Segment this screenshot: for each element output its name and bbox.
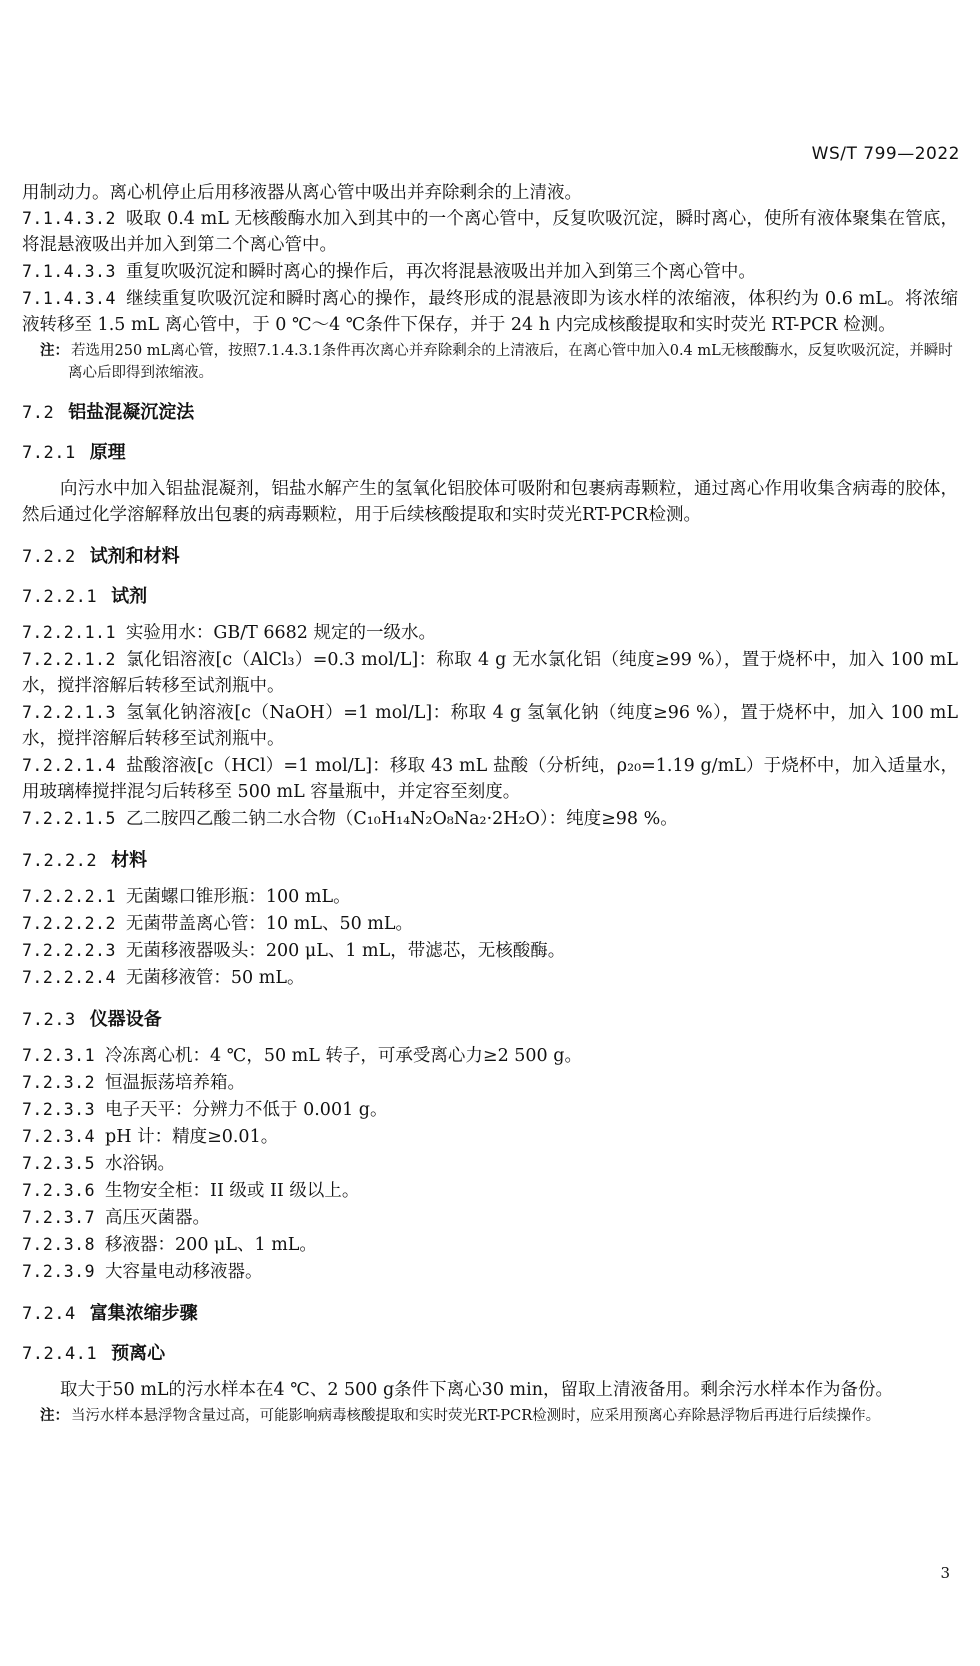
note <box>22 1405 958 1427</box>
clause-text: 恒温振荡培养箱。 <box>105 1073 246 1093</box>
clause <box>22 1232 958 1258</box>
clause-number: 7.2.3.7 <box>22 1208 96 1227</box>
section-number: 7.2.4.1 <box>22 1344 98 1364</box>
note-text: 当污水样本悬浮物含量过高，可能影响病毒核酸提取和实时荧光RT-PCR检测时，应采用预离心弃除悬浮物后再进行后续操作。 <box>71 1408 881 1424</box>
clause <box>22 700 958 752</box>
clause <box>22 911 958 937</box>
section-heading <box>22 1005 958 1031</box>
clause-text: 氯化铝溶液[c（AlCl₃）=0.3 mol/L]：称取 4 g 无水氯化铝（纯度≥99 %），置于烧杯中，加入 100 mL 水，搅拌溶解后转移至试剂瓶中。 <box>22 650 958 696</box>
section-title: 预离心 <box>111 1343 166 1364</box>
clause-text: 实验用水：GB/T 6682 规定的一级水。 <box>125 623 436 643</box>
section-number: 7.2.4 <box>22 1304 76 1324</box>
clause-number: 7.2.2.2.3 <box>22 941 116 960</box>
clause-text: 电子天平：分辨力不低于 0.001 g。 <box>105 1100 388 1120</box>
paragraph: 向污水中加入铝盐混凝剂，铝盐水解产生的氢氧化铝胶体可吸附和包裹病毒颗粒，通过离心作用收集含病毒的胶体，然后通过化学溶解释放出包裹的病毒颗粒，用于后续核酸提取和实时荧光RT-PCR检测。 <box>22 479 958 525</box>
clause <box>22 1205 958 1231</box>
clause <box>22 1259 958 1285</box>
clause-number: 7.2.2.1.2 <box>22 650 116 669</box>
section-heading <box>22 846 958 872</box>
clause <box>22 753 958 805</box>
clause <box>22 806 958 832</box>
clause-text: 吸取 0.4 mL 无核酸酶水加入到其中的一个离心管中，反复吹吸沉淀，瞬时离心，使所有液体聚集在管底，将混悬液吸出并加入到第二个离心管中。 <box>22 209 958 255</box>
section-heading <box>22 542 958 568</box>
clause-number: 7.2.3.2 <box>22 1073 96 1092</box>
document-code: WS/T 799—2022 <box>811 144 960 164</box>
clause-number: 7.2.3.9 <box>22 1262 96 1281</box>
clause <box>22 1151 958 1177</box>
note-label: 注： <box>40 343 69 359</box>
clause-text: 氢氧化钠溶液[c（NaOH）=1 mol/L]：称取 4 g 氢氧化钠（纯度≥96 %），置于烧杯中，加入 100 mL 水，搅拌溶解后转移至试剂瓶中。 <box>22 703 958 749</box>
section-heading <box>22 582 958 608</box>
clause-text: 冷冻离心机：4 ℃，50 mL 转子，可承受离心力≥2 500 g。 <box>105 1046 582 1066</box>
section-title: 材料 <box>111 850 148 871</box>
clause-text: 无菌带盖离心管：10 mL、50 mL。 <box>125 914 413 934</box>
section-number: 7.2.2 <box>22 547 76 567</box>
clause-number: 7.2.2.2.4 <box>22 968 116 987</box>
clause <box>22 965 958 991</box>
clause-number: 7.2.2.1.4 <box>22 756 116 775</box>
document-body <box>22 180 958 1433</box>
section-heading <box>22 1339 958 1365</box>
clause-text: 生物安全柜：II 级或 II 级以上。 <box>105 1181 360 1201</box>
clause-number: 7.2.3.4 <box>22 1127 96 1146</box>
clause-text: 继续重复吹吸沉淀和瞬时离心的操作，最终形成的混悬液即为该水样的浓缩液，体积约为 0.6 mL。将浓缩液转移至 1.5 mL 离心管中，于 0 ℃～4 ℃条件下保存，并于 24 h 内完成核酸提取和实时荧光 RT-PCR 检测。 <box>22 289 958 335</box>
paragraph: 取大于50 mL的污水样本在4 ℃、2 500 g条件下离心30 min，留取上清液备用。剩余污水样本作为备份。 <box>60 1380 893 1400</box>
clause-text: 乙二胺四乙酸二钠二水合物（C₁₀H₁₄N₂O₈Na₂·2H₂O）：纯度≥98 %。 <box>125 809 678 829</box>
section-number: 7.2.1 <box>22 443 76 463</box>
clause-text: 无菌螺口锥形瓶：100 mL。 <box>125 887 351 907</box>
clause <box>22 259 958 285</box>
clause-number: 7.1.4.3.3 <box>22 262 116 281</box>
clause <box>22 620 958 646</box>
note-text: 若选用250 mL离心管，按照7.1.4.3.1条件再次离心并弃除剩余的上清液后，在离心管中加入0.4 mL无核酸酶水，反复吹吸沉淀，并瞬时离心后即得到浓缩液。 <box>68 343 953 381</box>
clause-text: 水浴锅。 <box>105 1154 176 1174</box>
clause <box>22 286 958 338</box>
clause-text: 大容量电动移液器。 <box>105 1262 263 1282</box>
section-title: 原理 <box>89 442 126 463</box>
section-number: 7.2.3 <box>22 1010 76 1030</box>
clause-number: 7.2.3.3 <box>22 1100 96 1119</box>
clause <box>22 1178 958 1204</box>
clause <box>22 1097 958 1123</box>
clause <box>22 884 958 910</box>
clause <box>22 1124 958 1150</box>
section-title: 仪器设备 <box>89 1009 162 1030</box>
clause <box>22 938 958 964</box>
section-title: 试剂和材料 <box>89 546 180 567</box>
page-number: 3 <box>940 1564 950 1582</box>
clause <box>22 1043 958 1069</box>
section-number: 7.2.2.1 <box>22 587 98 607</box>
clause-text: 无菌移液管：50 mL。 <box>125 968 305 988</box>
section-number: 7.2 <box>22 403 55 423</box>
section-heading <box>22 398 958 424</box>
clause-number: 7.2.2.1.5 <box>22 809 116 828</box>
clause-number: 7.2.3.8 <box>22 1235 96 1254</box>
clause <box>22 647 958 699</box>
clause <box>22 1070 958 1096</box>
clause-text: pH 计：精度≥0.01。 <box>105 1127 279 1147</box>
section-title: 试剂 <box>111 586 148 607</box>
section-heading <box>22 1299 958 1325</box>
clause-text: 重复吹吸沉淀和瞬时离心的操作后，再次将混悬液吸出并加入到第三个离心管中。 <box>125 262 756 282</box>
clause-number: 7.2.2.1.3 <box>22 703 116 722</box>
clause-number: 7.2.2.1.1 <box>22 623 116 642</box>
section-title: 铝盐混凝沉淀法 <box>68 402 195 423</box>
clause-number: 7.2.2.2.1 <box>22 887 116 906</box>
clause-text: 盐酸溶液[c（HCl）=1 mol/L]：移取 43 mL 盐酸（分析纯，ρ₂₀=1.19 g/mL）于烧杯中，加入适量水，用玻璃棒搅拌混匀后转移至 500 mL 容量瓶中，并定容至刻度。 <box>22 756 958 802</box>
clause-number: 7.2.2.2.2 <box>22 914 116 933</box>
clause-number: 7.2.3.6 <box>22 1181 96 1200</box>
clause-text: 无菌移液器吸头：200 μL、1 mL，带滤芯，无核酸酶。 <box>125 941 566 961</box>
clause-text: 高压灭菌器。 <box>105 1208 211 1228</box>
clause-number: 7.2.3.5 <box>22 1154 96 1173</box>
clause-number: 7.2.3.1 <box>22 1046 96 1065</box>
section-title: 富集浓缩步骤 <box>89 1303 198 1324</box>
note-label: 注： <box>40 1408 69 1424</box>
section-number: 7.2.2.2 <box>22 851 98 871</box>
clause-number: 7.1.4.3.2 <box>22 209 116 228</box>
note <box>22 340 958 384</box>
section-heading <box>22 438 958 464</box>
paragraph-continuation: 用制动力。离心机停止后用移液器从离心管中吸出并弃除剩余的上清液。 <box>22 183 582 203</box>
clause-text: 移液器：200 μL、1 mL。 <box>105 1235 317 1255</box>
clause <box>22 206 958 258</box>
clause-number: 7.1.4.3.4 <box>22 289 116 308</box>
